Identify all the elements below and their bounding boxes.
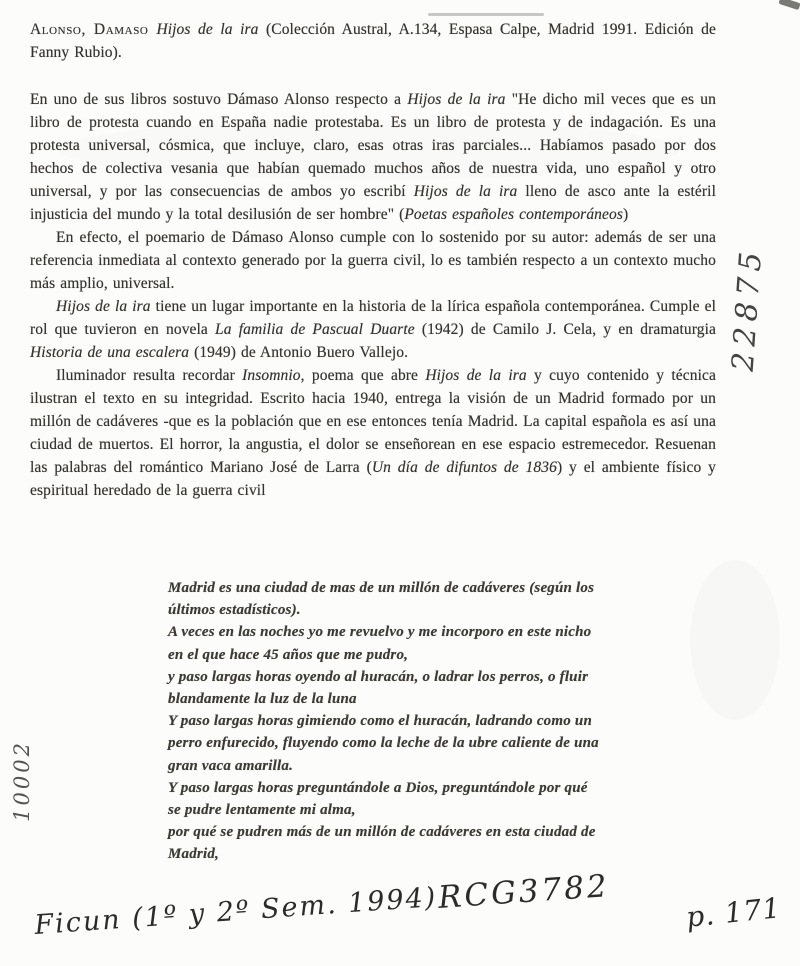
text-segment: En efecto, el poemario de Dámaso Alonso cumple con lo sostenido por su autor: además de ser una referencia inmediata al contexto generado por la guerra civil, lo es también respecto a un contexto mucho más amplio, universal.	[30, 229, 716, 292]
text-segment: En uno de sus libros sostuvo Dámaso Alonso respecto a	[30, 91, 408, 108]
poem-line: se pudre lentamente mi alma,	[168, 802, 356, 819]
handwritten-catalog-code: RCG3782	[436, 868, 611, 916]
poem-line: blandamente la luz de la luna	[168, 691, 357, 708]
text-segment: , poema que abre	[300, 367, 426, 384]
handwritten-right-margin-number: 22875	[725, 244, 770, 373]
text-segment: )	[622, 206, 629, 223]
handwritten-left-margin-number: 10002	[10, 740, 34, 822]
text-segment: La familia de Pascual Duarte	[215, 321, 415, 338]
text-segment: Hijos de la ira	[407, 91, 506, 108]
poem-line: gran vaca amarilla.	[168, 757, 294, 774]
text-segment: "He dicho mil veces que es un libro de protesta cuando en España nadie protestaba. Es un libro de protesta y de indagación. Es una protesta universal, cósmica, que incluye, claro, esas otras iras parciales... Habíamos pasado por dos hechos de colectiva vesania que habían quemado muchos años de nuestra vida, uno español y otro universal, y por las consecuencias de ambos yo escribí	[30, 91, 716, 200]
text-segment: Hijos de la ira	[413, 183, 518, 200]
scan-shading	[690, 560, 780, 720]
paragraph-author-quote	[30, 88, 716, 226]
poem-line: en el que hace 45 años que me pudro,	[168, 646, 409, 663]
poem-line: Y paso largas horas gimiendo como el huracán, ladrando como un	[168, 713, 592, 730]
text-segment: tiene un lugar importante en la historia de la lírica española contemporánea. Cumple el rol que tuvieron en novela	[30, 298, 716, 338]
text-segment: (1942) de Camilo J. Cela, y en dramaturgia	[414, 321, 716, 338]
text-segment: Un día de difuntos de 1836	[371, 459, 557, 476]
text-segment: Iluminador resulta recordar	[56, 367, 243, 384]
poem-line: Y paso largas horas preguntándole a Dios, preguntándole por qué	[168, 779, 588, 796]
text-segment: lleno de asco ante la estéril injusticia del mundo y la total desilusión de ser hombre" (	[30, 183, 716, 223]
body-text-block	[30, 18, 716, 502]
poem-line: y paso largas horas oyendo al huracán, o ladrar los perros, o fluir	[168, 668, 589, 685]
text-segment: ) y el ambiente físico y espiritual heredado de la guerra civil	[30, 459, 717, 499]
text-segment: Hijos de la ira	[425, 367, 527, 384]
paragraph-literary-history	[30, 295, 716, 364]
poem-line: por qué se pudren más de un millón de cadáveres en esta ciudad de	[168, 824, 596, 841]
text-segment: Hijos de la ira	[156, 21, 259, 38]
text-segment: Historia de una escalera	[30, 344, 190, 361]
bibliography-entry	[30, 18, 716, 64]
poem-line: A veces en las noches yo me revuelvo y me incorporo en este nicho	[168, 624, 592, 641]
handwritten-course-note: Ficun (1º y 2º Sem. 1994)	[33, 881, 439, 942]
text-segment: y cuyo contenido y técnica ilustran el texto en su integridad. Escrito hacia 1940, entrega la visión de un Madrid formado por un millón de cadáveres -que es la población que en ese entonces tenía Madrid. La capital española es así una ciudad de muertos. El horror, la angustia, el dolor se enseñorean en ese espacio estremecedor. Resuenan las palabras del romántico Mariano José de Larra (	[30, 367, 716, 476]
paragraph-context	[30, 226, 716, 295]
poem-line: últimos estadísticos).	[168, 602, 301, 619]
scan-artifact-line	[428, 13, 544, 16]
text-segment: Alonso, Damaso	[30, 21, 157, 38]
paragraph-insomnio	[30, 364, 716, 502]
poem-line: Madrid,	[168, 846, 219, 863]
text-segment: (Colección Austral, A.134, Espasa Calpe, Madrid 1991. Edición de Fanny Rubio).	[30, 21, 716, 61]
text-segment: Poetas españoles contemporáneos	[404, 206, 623, 223]
text-segment: Insomnio	[242, 367, 301, 384]
scan-artifact-corner	[778, 0, 800, 10]
poem-quote-block	[168, 577, 693, 866]
poem-line: Madrid es una ciudad de mas de un millón de cadáveres (según los	[168, 580, 595, 596]
poem-line: perro enfurecido, fluyendo como la leche de la ubre caliente de una	[168, 735, 599, 752]
text-segment: Hijos de la ira	[56, 298, 151, 315]
handwritten-page-number: p. 171	[684, 891, 783, 934]
text-segment: (1949) de Antonio Buero Vallejo.	[189, 344, 409, 361]
